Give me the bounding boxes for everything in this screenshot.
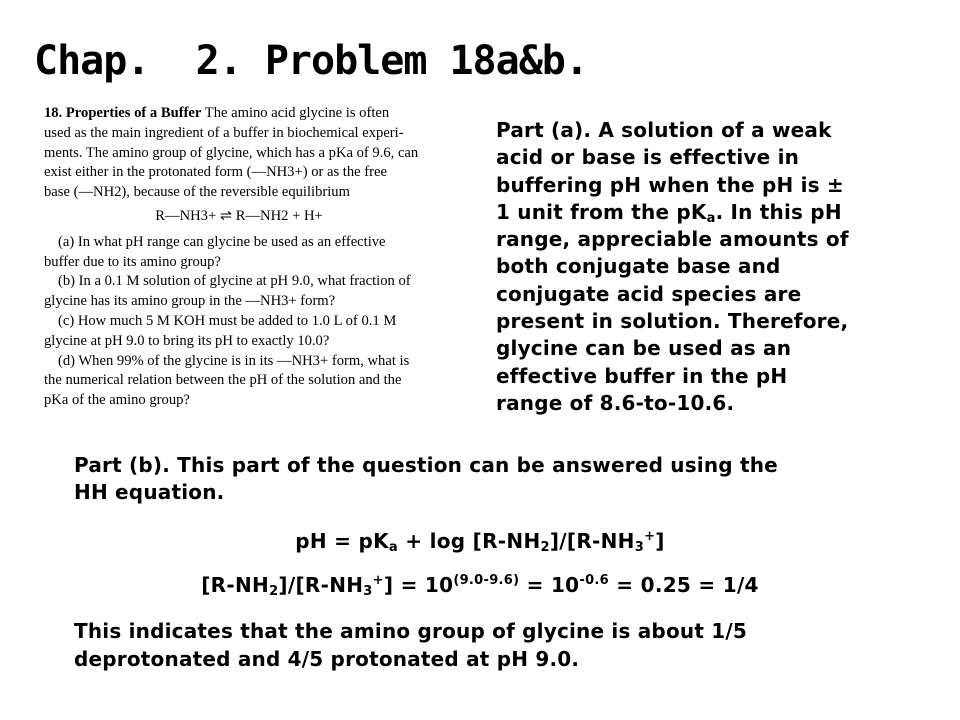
part-a-line: Part (a). A solution of a weak	[496, 118, 832, 142]
problem-first-line	[44, 104, 474, 124]
formula-text: = 0.25 = 1/4	[609, 573, 759, 597]
conclusion-line: This indicates that the amino group of glycine is about 1/5	[74, 619, 747, 643]
problem-text-line: used as the main ingredient of a buffer in biochemical experi-	[44, 124, 404, 141]
part-b-line: HH equation.	[74, 480, 225, 504]
question-line: (c) How much 5 M KOH must be added to 1.0 L of 0.1 M	[58, 312, 397, 329]
subscript: 2	[540, 540, 550, 555]
formula-text: = 10	[519, 573, 580, 597]
part-a-line	[496, 199, 936, 226]
exponent: -0.6	[579, 573, 610, 588]
problem-text-line: The amino acid glycine is often	[204, 105, 390, 121]
question-line: glycine has its amino group in the —NH3+ form?	[44, 293, 336, 310]
textbook-problem-scan	[44, 104, 474, 411]
part-a-line: buffering pH when the pH is ±	[496, 172, 844, 197]
part-a-line: both conjugate base and	[496, 254, 781, 279]
question-line: (d) When 99% of the glycine is in its —NH3+ form, what is	[58, 352, 410, 369]
formula-text: [R-NH	[201, 573, 270, 597]
part-b-intro	[74, 452, 934, 506]
question-line: (b) In a 0.1 M solution of glycine at pH 9.0, what fraction of	[58, 273, 411, 290]
subscript: 3	[363, 584, 373, 599]
equilibrium-equation: R—NH3+ ⇌ R—NH2 + H+	[155, 207, 323, 224]
slide-title: Chap. 2. Problem 18a&b.	[34, 38, 588, 84]
part-a-answer	[496, 117, 936, 417]
question-line: glycine at pH 9.0 to bring its pH to exactly 10.0?	[44, 332, 330, 349]
part-a-text: . In this pH	[715, 199, 842, 224]
part-a-line: range, appreciable amounts of	[496, 227, 849, 252]
part-a-text: 1 unit from the pK	[496, 199, 707, 224]
part-a-line: glycine can be used as an	[496, 336, 792, 361]
problem-text-line: base (—NH2), because of the reversible equilibrium	[44, 184, 350, 201]
part-a-line: effective buffer in the pH	[496, 363, 788, 388]
formula-text: ]/[R-NH	[549, 529, 635, 553]
exponent: (9.0-9.6)	[453, 573, 520, 588]
formula-text: ]	[655, 529, 665, 553]
formula-text: pH = pK	[295, 529, 389, 553]
formula-text: + log [R-NH	[398, 529, 541, 553]
ratio-calculation	[0, 573, 960, 597]
question-line: the numerical relation between the pH of the solution and the	[44, 372, 402, 389]
conclusion	[74, 617, 944, 673]
question-line: pKa of the amino group?	[44, 392, 190, 409]
part-b-line: Part (b). This part of the question can be answered using the	[74, 453, 778, 477]
subscript: a	[388, 540, 398, 555]
subscript: a	[706, 210, 716, 226]
formula-text: ]/[R-NH	[278, 573, 364, 597]
subscript: 3	[634, 540, 645, 555]
part-a-line: acid or base is effective in	[496, 145, 800, 170]
formula-text: ] = 10	[383, 573, 454, 597]
conclusion-line: deprotonated and 4/5 protonated at pH 9.0.	[74, 647, 580, 671]
hh-equation	[0, 529, 960, 553]
superscript: +	[372, 573, 384, 588]
superscript: +	[644, 529, 656, 544]
problem-text-line: exist either in the protonated form (—NH3+) or as the free	[44, 164, 387, 181]
problem-heading: 18. Properties of a Buffer	[44, 105, 202, 121]
part-a-line: conjugate acid species are	[496, 281, 802, 306]
question-line: buffer due to its amino group?	[44, 253, 221, 270]
question-line: (a) In what pH range can glycine be used as an effective	[58, 233, 386, 250]
part-a-line: present in solution. Therefore,	[496, 309, 849, 334]
problem-text-line: ments. The amino group of glycine, which has a pKa of 9.6, can	[44, 144, 419, 161]
subscript: 2	[269, 584, 279, 599]
part-a-line: range of 8.6-to-10.6.	[496, 390, 735, 415]
